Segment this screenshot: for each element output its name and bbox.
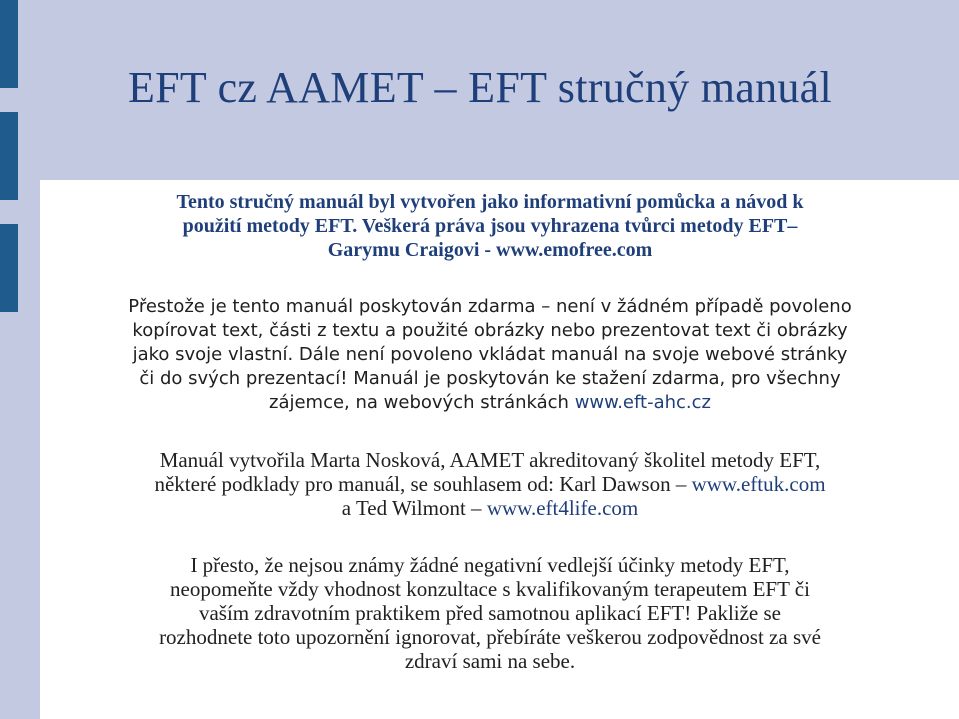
text-fragment: Garymu Craigovi - (327, 239, 492, 261)
author-paragraph (50, 448, 930, 520)
text-line: I přesto, že nejsou známy žádné negativní vedlejší účinky metody EFT, (190, 553, 790, 577)
text-line: jako svoje vlastní. Dále není povoleno vkládat manuál na svoje webové stránky (132, 344, 848, 365)
text-line: Manuál vytvořila Marta Nosková, AAMET akreditovaný školitel metody EFT, (159, 448, 821, 472)
text-line: či do svých prezentací! Manuál je poskytován ke stažení zdarma, pro všechny (139, 368, 841, 389)
text-line: vaším zdravotním praktikem před samotnou aplikací EFT! Pakliže se (198, 601, 781, 625)
intro-paragraph (50, 190, 930, 262)
content-panel (40, 180, 959, 719)
text-fragment: a Ted Wilmont – (341, 496, 482, 520)
text-line (50, 238, 930, 262)
eft4life-link[interactable]: www.eft4life.com (486, 496, 639, 520)
decor-stripe (0, 224, 18, 312)
text-fragment: některé podklady pro manuál, se souhlasem od: Karl Dawson – (154, 472, 687, 496)
text-line (50, 472, 930, 496)
left-decor-band (0, 0, 18, 719)
text-line: kopírovat text, části z textu a použité obrázky nebo prezentovat text či obrázky (132, 320, 848, 341)
text-line: Přestože je tento manuál poskytován zdarma – není v žádném případě povoleno (128, 296, 852, 317)
text-line: použití metody EFT. Veškerá práva jsou vyhrazena tvůrci metody EFT– (182, 215, 798, 237)
emofree-link[interactable]: www.emofree.com (496, 239, 653, 261)
slide-title: EFT cz AAMET – EFT stručný manuál (127, 63, 833, 112)
decor-stripe (0, 112, 18, 200)
decor-stripe (0, 0, 18, 88)
text-line (50, 391, 930, 415)
text-fragment: zájemce, na webových stránkách (269, 392, 569, 413)
text-line: Tento stručný manuál byl vytvořen jako informativní pomůcka a návod k (176, 191, 804, 213)
text-line: neopomeňte vždy vhodnost konzultace s kvalifikovaným terapeutem EFT či (170, 577, 810, 601)
text-line: zdraví sami na sebe. (404, 649, 576, 673)
text-line: rozhodnete toto upozornění ignorovat, přebíráte veškerou zodpovědnost za své (159, 625, 821, 649)
eftuk-link[interactable]: www.eftuk.com (691, 472, 826, 496)
eft-ahc-link[interactable]: www.eft-ahc.cz (574, 392, 711, 413)
text-line (50, 496, 930, 520)
disclaimer-paragraph (50, 553, 930, 673)
copyright-paragraph (50, 295, 930, 415)
